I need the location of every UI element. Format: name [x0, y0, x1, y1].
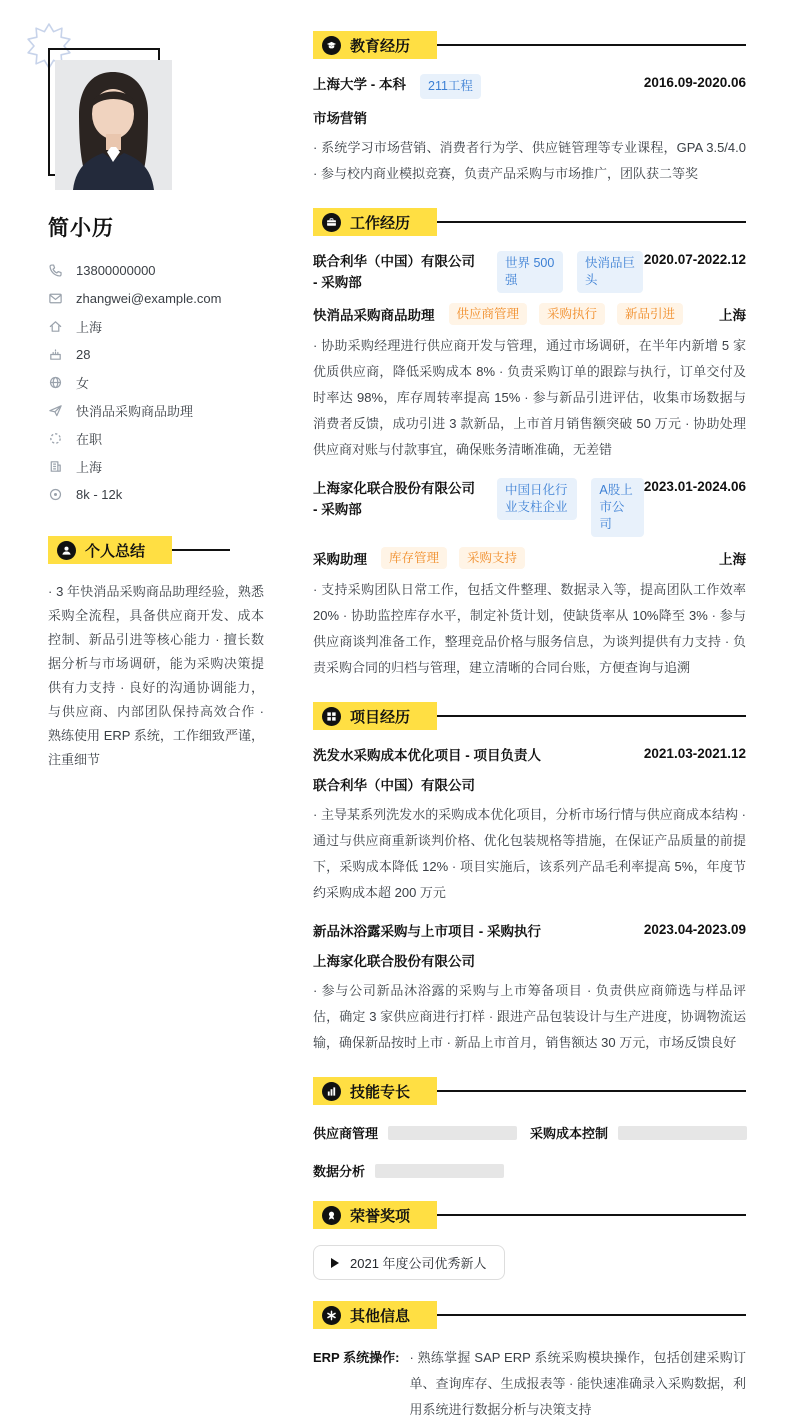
project-entry	[313, 921, 746, 1056]
skill-bar	[375, 1164, 504, 1178]
contact-value: 13800000000	[76, 262, 156, 278]
work-description: · 协助采购经理进行供应商开发与管理，通过市场调研，在半年内新增 5 家优质供应商，降低采购成本 8% · 负责采购订单的跟踪与执行，订单交付及时率达 98%，库存周转率提高 15% · 参与新品引进评估，收集市场数据与消费者反馈，成功引进 3 款新品，上市首月销售额突破 50 万元 · 协助处理供应商对账与付款事宜，确保账务清晰准确，无差错	[313, 338, 746, 457]
honor-text: 2021 年度公司优秀新人	[350, 1256, 487, 1271]
job-location: 上海	[719, 308, 746, 323]
contact-location	[48, 312, 265, 340]
section-header-honors	[313, 1201, 746, 1229]
project-dates: 2021.03-2021.12	[643, 746, 746, 761]
section-badge	[313, 702, 437, 730]
bar-chart-icon	[322, 1082, 341, 1101]
work-entry	[313, 251, 746, 463]
project-company: 上海家化联合股份有限公司	[313, 954, 475, 969]
contact-city	[48, 452, 265, 480]
skill-tag: 采购支持	[459, 547, 525, 569]
school-name: 上海大学 - 本科	[313, 77, 406, 92]
section-education	[313, 31, 746, 187]
section-badge	[313, 1201, 437, 1229]
home-icon	[48, 319, 63, 334]
skill-list	[313, 1123, 746, 1180]
work-dates: 2023.01-2024.06	[643, 479, 746, 494]
section-honors	[313, 1201, 746, 1280]
skill-item	[313, 1123, 530, 1142]
photo-block	[30, 22, 230, 194]
work-dates: 2020.07-2022.12	[643, 252, 746, 267]
skill-tag: 供应商管理	[449, 303, 528, 325]
play-triangle-icon	[331, 1258, 339, 1268]
age-cake-icon	[48, 347, 63, 362]
company-badge: 快消品巨头	[577, 251, 643, 293]
graduation-cap-icon	[322, 36, 341, 55]
contact-status	[48, 424, 265, 452]
section-header-other	[313, 1301, 746, 1329]
company-name: 上海家化联合股份有限公司 - 采购部	[313, 481, 475, 517]
skill-tag: 新品引进	[617, 303, 683, 325]
section-badge	[313, 208, 437, 236]
skill-bar	[618, 1126, 747, 1140]
section-badge	[48, 536, 172, 564]
company-badge: 世界 500 强	[497, 251, 563, 293]
company-badge: 中国日化行业支柱企业	[497, 478, 577, 520]
company-name: 联合利华（中国）有限公司 - 采购部	[313, 254, 475, 290]
section-title: 其他信息	[350, 1307, 411, 1325]
contact-list	[48, 256, 265, 508]
section-header-summary	[48, 536, 230, 564]
email-icon	[48, 291, 63, 306]
asterisk-icon	[322, 1306, 341, 1325]
section-badge	[313, 1077, 437, 1105]
contact-salary	[48, 480, 265, 508]
contact-email	[48, 284, 265, 312]
project-name: 洗发水采购成本优化项目 - 项目负责人	[313, 748, 541, 763]
contact-value: 快消品采购商品助理	[76, 403, 194, 419]
contact-value: 28	[76, 346, 91, 362]
work-entry	[313, 478, 746, 681]
contact-value: zhangwei@example.com	[76, 290, 222, 306]
section-work	[313, 208, 746, 681]
section-header-projects	[313, 702, 746, 730]
main-column	[265, 0, 794, 1417]
project-description: · 参与公司新品沐浴露的采购与上市筹备项目 · 负责供应商筛选与样品评估，确定 3 家供应商进行打样 · 跟进产品包装设计与生产进度，协调物流运输，确保新品按时上市 · 新品上市首月，销售额达 30 万元，市场反馈良好	[313, 983, 746, 1050]
target-icon	[48, 487, 63, 502]
project-entry	[313, 745, 746, 906]
contact-age	[48, 340, 265, 368]
skill-item	[530, 1123, 747, 1142]
section-other	[313, 1301, 746, 1423]
education-entry	[313, 74, 746, 187]
project-dates: 2023.04-2023.09	[643, 922, 746, 937]
contact-value: 上海	[76, 319, 103, 335]
contact-value: 在职	[76, 431, 103, 447]
section-title: 技能专长	[350, 1083, 411, 1101]
section-title: 个人总结	[85, 542, 146, 560]
building-icon	[48, 459, 63, 474]
medal-icon	[322, 1206, 341, 1225]
skill-name: 数据分析	[313, 1164, 366, 1179]
other-info-label: ERP 系统操作:	[313, 1350, 400, 1365]
other-info-row	[313, 1345, 746, 1423]
grid-icon	[322, 707, 341, 726]
school-badge: 211工程	[420, 74, 481, 99]
section-badge	[313, 31, 437, 59]
section-title: 荣誉奖项	[350, 1207, 411, 1225]
skill-item	[313, 1161, 530, 1180]
profile-photo	[55, 60, 172, 190]
section-header-education	[313, 31, 746, 59]
section-header-work	[313, 208, 746, 236]
section-title: 工作经历	[350, 214, 411, 232]
summary-text: · 3 年快消品采购商品助理经验，熟悉采购全流程，具备供应商开发、成本控制、新品引进等核心能力 · 擅长数据分析与市场调研，能为采购决策提供有力支持 · 良好的沟通协调能力，与供应商、内部团队保持高效合作 · 熟练使用 ERP 系统，工作细致严谨，注重细节	[48, 584, 264, 767]
education-dates: 2016.09-2020.06	[643, 75, 746, 90]
section-skills	[313, 1077, 746, 1180]
skill-name: 供应商管理	[313, 1126, 379, 1141]
project-company: 联合利华（中国）有限公司	[313, 778, 475, 793]
job-title: 采购助理	[313, 552, 367, 567]
skill-bar	[388, 1126, 517, 1140]
briefcase-icon	[322, 213, 341, 232]
honor-item	[313, 1245, 505, 1280]
contact-target-job	[48, 396, 265, 424]
education-description: · 系统学习市场营销、消费者行为学、供应链管理等专业课程，GPA 3.5/4.0 · 参与校内商业模拟竞赛，负责产品采购与市场推广，团队获二等奖	[313, 140, 746, 181]
major: 市场营销	[313, 111, 367, 126]
section-title: 教育经历	[350, 37, 411, 55]
phone-icon	[48, 263, 63, 278]
person-icon	[57, 541, 76, 560]
contact-gender	[48, 368, 265, 396]
person-name: 简小历	[48, 217, 114, 240]
work-description: · 支持采购团队日常工作，包括文件整理、数据录入等，提高团队工作效率 20% · 协助监控库存水平，制定补货计划，使缺货率从 10%降至 3% · 参与供应商谈判准备工作，整理竞品价格与服务信息，为谈判提供有力支持 · 负责采购合同的归档与管理，建立清晰的合同台账，方便查询与追溯	[313, 582, 746, 675]
divider	[437, 1214, 746, 1216]
contact-value: 女	[76, 375, 90, 391]
company-badge: A股上市公司	[591, 478, 644, 537]
section-title: 项目经历	[350, 708, 411, 726]
sidebar	[0, 0, 265, 1238]
contact-value: 上海	[76, 459, 103, 475]
project-name: 新品沐浴露采购与上市项目 - 采购执行	[313, 924, 541, 939]
section-header-skills	[313, 1077, 746, 1105]
project-description: · 主导某系列洗发水的采购成本优化项目，分析市场行情与供应商成本结构 · 通过与供应商重新谈判价格、优化包装规格等措施，在保证产品质量的前提下，采购成本降低 12% · 项目实施后，该系列产品毛利率提高 5%，年度节约采购成本超 200 万元	[313, 807, 746, 900]
divider	[437, 1090, 746, 1092]
other-info-text: · 熟练掌握 SAP ERP 系统采购模块操作，包括创建采购订单、查询库存、生成报表等 · 能快速准确录入采购数据，利用系统进行数据分析与决策支持	[409, 1350, 746, 1417]
skill-name: 采购成本控制	[530, 1126, 609, 1141]
divider	[172, 549, 230, 551]
contact-phone	[48, 256, 265, 284]
divider	[437, 221, 746, 223]
divider	[437, 1314, 746, 1316]
contact-value: 8k - 12k	[76, 486, 123, 502]
gender-globe-icon	[48, 375, 63, 390]
skill-tag: 采购执行	[539, 303, 605, 325]
skill-tag: 库存管理	[381, 547, 447, 569]
status-circle-icon	[48, 431, 63, 446]
section-badge	[313, 1301, 437, 1329]
section-projects	[313, 702, 746, 1056]
divider	[437, 44, 746, 46]
divider	[437, 715, 746, 717]
job-title: 快消品采购商品助理	[313, 308, 435, 323]
job-location: 上海	[719, 552, 746, 567]
paper-plane-icon	[48, 403, 63, 418]
